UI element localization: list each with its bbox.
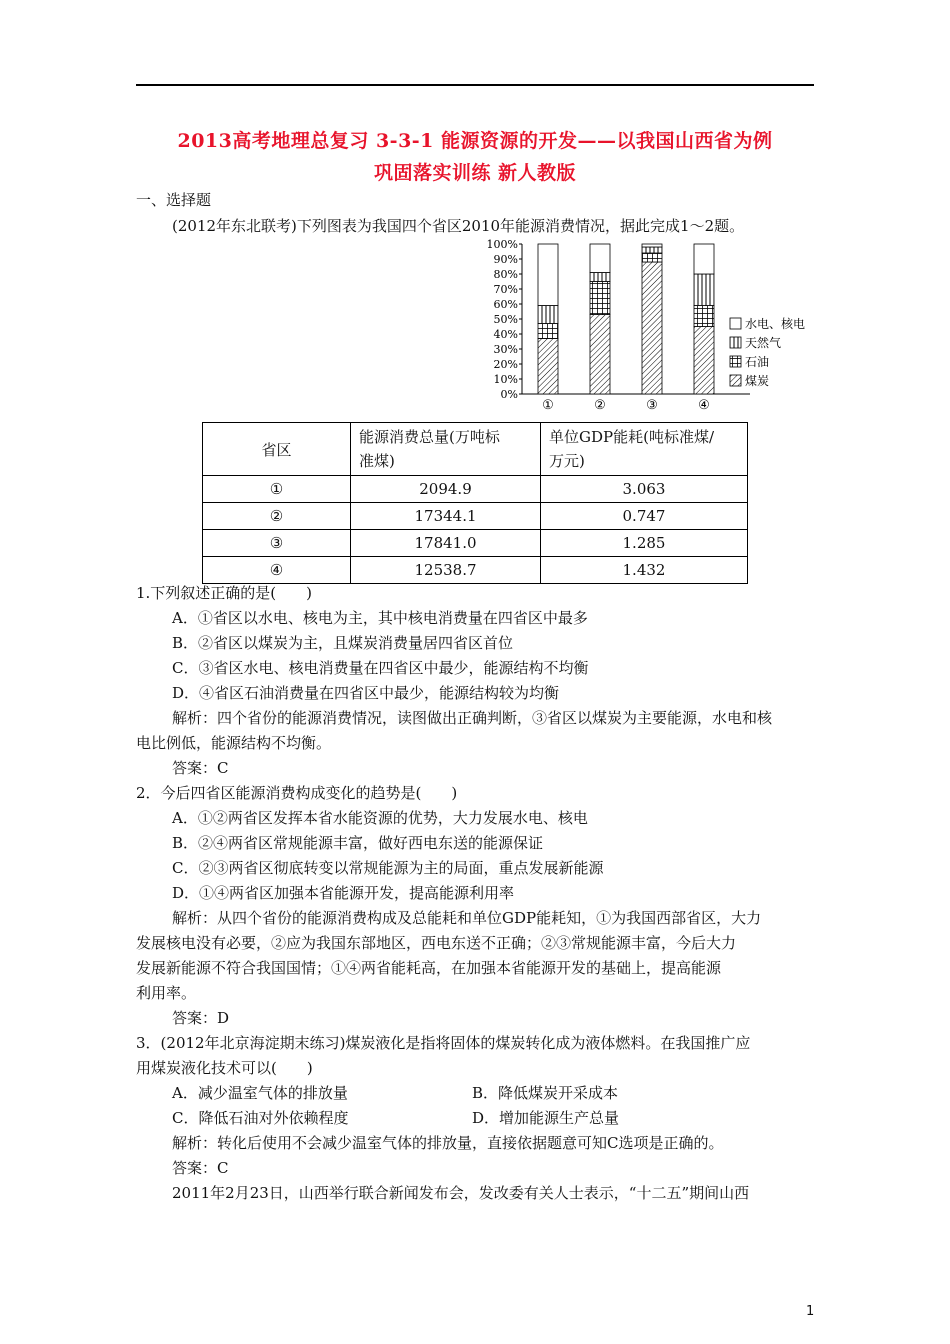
table-cell: 17841.0 (351, 530, 541, 557)
bar-segment (694, 306, 714, 327)
q1-answer: 答案：C (172, 759, 229, 777)
legend-swatch (730, 318, 741, 329)
y-tick-label: 100% (486, 238, 518, 251)
q3-analysis: 解析：转化后使用不会减少温室气体的排放量，直接依据题意可知C选项是正确的。 (172, 1134, 724, 1152)
q1-analysis: 解析：四个省份的能源消费情况，读图做出正确判断，③省区以煤炭为主要能源，水电和核 (172, 709, 773, 727)
bar-segment (642, 247, 662, 253)
q2-option-d: D．①④两省区加强本省能源开发，提高能源利用率 (172, 884, 515, 902)
table-cell: ① (203, 476, 351, 503)
table-header-row (203, 423, 748, 476)
q2-analysis: 发展新能源不符合我国国情；①④两省能耗高，在加强本省能源开发的基础上，提高能源 (136, 959, 722, 977)
bars (538, 244, 714, 394)
legend-swatch (730, 356, 741, 367)
table-row (203, 476, 748, 503)
q2-analysis: 发展核电没有必要，②应为我国东部地区，西电东送不正确；②③常规能源丰富，今后大力 (136, 934, 737, 952)
q3-stem: 用煤炭液化技术可以( ) (136, 1059, 313, 1077)
table-cell: 12538.7 (351, 557, 541, 584)
bar-segment (642, 262, 662, 394)
header-text: 万元) (549, 452, 585, 470)
q3-option-a: A．减少温室气体的排放量 (172, 1084, 348, 1102)
table-cell: ④ (203, 557, 351, 584)
q2-option-b: B．②④两省区常规能源丰富，做好西电东送的能源保证 (172, 834, 544, 852)
table-cell: 17344.1 (351, 503, 541, 530)
legend-label: 石油 (745, 355, 770, 369)
bar-segment (590, 244, 610, 273)
q1-option-d: D．④省区石油消费量在四省区中最少，能源结构较为均衡 (172, 684, 560, 702)
bar-segment (642, 244, 662, 247)
bar-segment (590, 315, 610, 395)
header-cell (351, 423, 541, 476)
section-heading: 一、选择题 (136, 191, 212, 209)
bar-segment (694, 327, 714, 395)
chart-legend (730, 316, 805, 388)
q1-option-a: A．①省区以水电、核电为主，其中核电消费量在四省区中最多 (172, 609, 588, 627)
header-text: 省区 (261, 440, 292, 459)
x-tick-label: ① (542, 398, 554, 413)
y-tick-label: 50% (493, 313, 518, 326)
intro-text: (2012年东北联考)下列图表为我国四个省区2010年能源消费情况，据此完成1～2题。 (172, 217, 745, 235)
q1-stem: 1.下列叙述正确的是( ) (136, 584, 313, 602)
q1-option-b: B．②省区以煤炭为主，且煤炭消费量居四省区首位 (172, 634, 514, 652)
title-line-1: 2013高考地理总复习 3-3-1 能源资源的开发——以我国山西省为例 (177, 130, 773, 152)
title-line-2: 巩固落实训练 新人教版 (373, 162, 577, 184)
q3-answer: 答案：C (172, 1159, 229, 1177)
bar-segment (538, 244, 558, 306)
header-rule (136, 84, 814, 86)
page-number: 1 (806, 1304, 815, 1319)
bar-segment (590, 282, 610, 315)
legend-swatch (730, 337, 741, 348)
bar-segment (694, 244, 714, 274)
table-cell: 1.432 (541, 557, 748, 584)
table-row (203, 557, 748, 584)
q2-analysis: 利用率。 (136, 984, 197, 1002)
bar-segment (538, 306, 558, 324)
x-labels (542, 398, 710, 413)
q1-analysis: 电比例低，能源结构不均衡。 (136, 734, 332, 752)
header-text: 能源消费总量(万吨标 (359, 428, 500, 446)
q2-analysis: 解析：从四个省份的能源消费构成及总能耗和单位GDP能耗知，①为我国西部省区，大力 (172, 909, 762, 927)
table-cell: 2094.9 (351, 476, 541, 503)
bar-segment (538, 339, 558, 395)
q3-option-b: B．降低煤炭开采成本 (472, 1084, 619, 1102)
y-tick-label: 10% (493, 373, 518, 386)
header-text: 准煤) (359, 452, 395, 470)
bar-segment (590, 273, 610, 282)
y-tick-label: 80% (493, 268, 518, 281)
y-tick-label: 40% (493, 328, 518, 341)
table-row (203, 530, 748, 557)
q3-option-d: D．增加能源生产总量 (472, 1109, 620, 1127)
legend-label: 天然气 (745, 336, 782, 350)
y-tick-label: 70% (493, 283, 518, 296)
bar-segment (538, 324, 558, 339)
y-tick-label: 0% (500, 388, 518, 401)
legend-label: 煤炭 (745, 374, 770, 388)
table-cell: 1.285 (541, 530, 748, 557)
table-cell: 3.063 (541, 476, 748, 503)
q2-answer: 答案：D (172, 1009, 230, 1027)
legend-swatch (730, 375, 741, 386)
energy-consumption-chart (480, 236, 820, 418)
table-cell: ② (203, 503, 351, 530)
bar-segment (694, 274, 714, 306)
y-tick-label: 90% (493, 253, 518, 266)
q3-stem: 3．(2012年北京海淀期末练习)煤炭液化是指将固体的煤炭转化成为液体燃料。在我国推广应 (136, 1034, 751, 1052)
q3-option-c: C．降低石油对外依赖程度 (172, 1109, 349, 1127)
table-cell: ③ (203, 530, 351, 557)
y-tick-label: 30% (493, 343, 518, 356)
table-row (203, 503, 748, 530)
header-cell (541, 423, 748, 476)
q2-option-a: A．①②两省区发挥本省水能资源的优势，大力发展水电、核电 (172, 809, 588, 827)
tail-paragraph: 2011年2月23日，山西举行联合新闻发布会，发改委有关人士表示，“十二五”期间山西 (172, 1184, 750, 1202)
y-tick-label: 60% (493, 298, 518, 311)
q2-stem: 2．今后四省区能源消费构成变化的趋势是( ) (136, 784, 458, 802)
header-text: 单位GDP能耗(吨标准煤/ (549, 428, 715, 446)
energy-table (202, 422, 748, 584)
x-tick-label: ② (594, 398, 606, 413)
header-cell (203, 423, 351, 476)
x-tick-label: ③ (646, 398, 658, 413)
bar-segment (642, 253, 662, 262)
table-cell: 0.747 (541, 503, 748, 530)
legend-label: 水电、核电 (745, 317, 806, 331)
q1-option-c: C．③省区水电、核电消费量在四省区中最少，能源结构不均衡 (172, 659, 589, 677)
y-tick-label: 20% (493, 358, 518, 371)
x-tick-label: ④ (698, 398, 710, 413)
q2-option-c: C．②③两省区彻底转变以常规能源为主的局面，重点发展新能源 (172, 859, 604, 877)
